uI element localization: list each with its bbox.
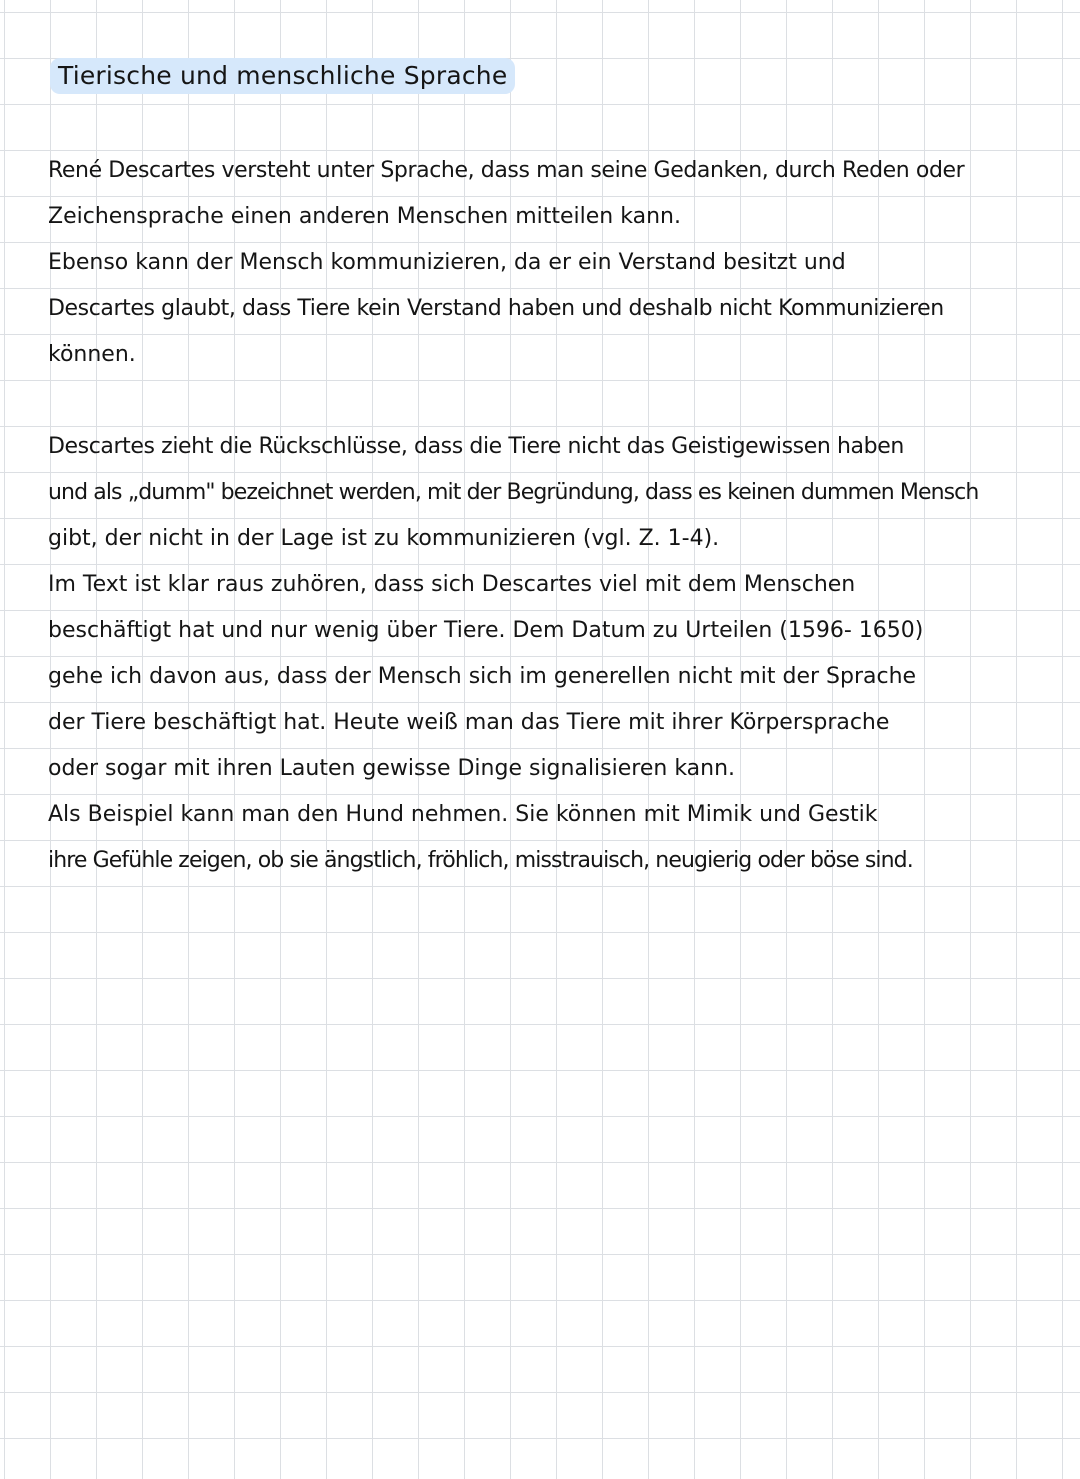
text-line: Im Text ist klar raus zuhören, dass sich Descartes viel mit dem Menschen (48, 572, 856, 597)
text-line: Ebenso kann der Mensch kommunizieren, da er ein Verstand besitzt und (48, 250, 846, 275)
text-line: gibt, der nicht in der Lage ist zu kommunizieren (vgl. Z. 1-4). (48, 526, 720, 551)
paragraph-2 (48, 424, 1072, 884)
paragraph-1 (48, 148, 1072, 378)
text-line: gehe ich davon aus, dass der Mensch sich im generellen nicht mit der Sprache (48, 664, 917, 689)
title-highlight (50, 58, 515, 94)
text-line: beschäftigt hat und nur wenig über Tiere. Dem Datum zu Urteilen (1596- 1650) (48, 618, 924, 643)
text-line: können. (48, 342, 136, 367)
text-line: Descartes glaubt, dass Tiere kein Verstand haben und deshalb nicht Kommunizieren (48, 296, 944, 321)
text-line: Zeichensprache einen anderen Menschen mitteilen kann. (48, 204, 681, 229)
text-line: Descartes zieht die Rückschlüsse, dass die Tiere nicht das Geistigewissen haben (48, 434, 904, 459)
text-line: oder sogar mit ihren Lauten gewisse Dinge signalisieren kann. (48, 756, 736, 781)
text-line: der Tiere beschäftigt hat. Heute weiß man das Tiere mit ihrer Körpersprache (48, 710, 890, 735)
text-line: René Descartes versteht unter Sprache, dass man seine Gedanken, durch Reden oder (48, 158, 965, 183)
page-title: Tierische und menschliche Sprache (58, 61, 508, 90)
text-line: Als Beispiel kann man den Hund nehmen. Sie können mit Mimik und Gestik (48, 802, 878, 827)
text-line: ihre Gefühle zeigen, ob sie ängstlich, fröhlich, misstrauisch, neugierig oder böse sind. (48, 848, 913, 873)
text-line: und als „dumm" bezeichnet werden, mit der Begründung, dass es keinen dummen Mensch (48, 480, 979, 505)
